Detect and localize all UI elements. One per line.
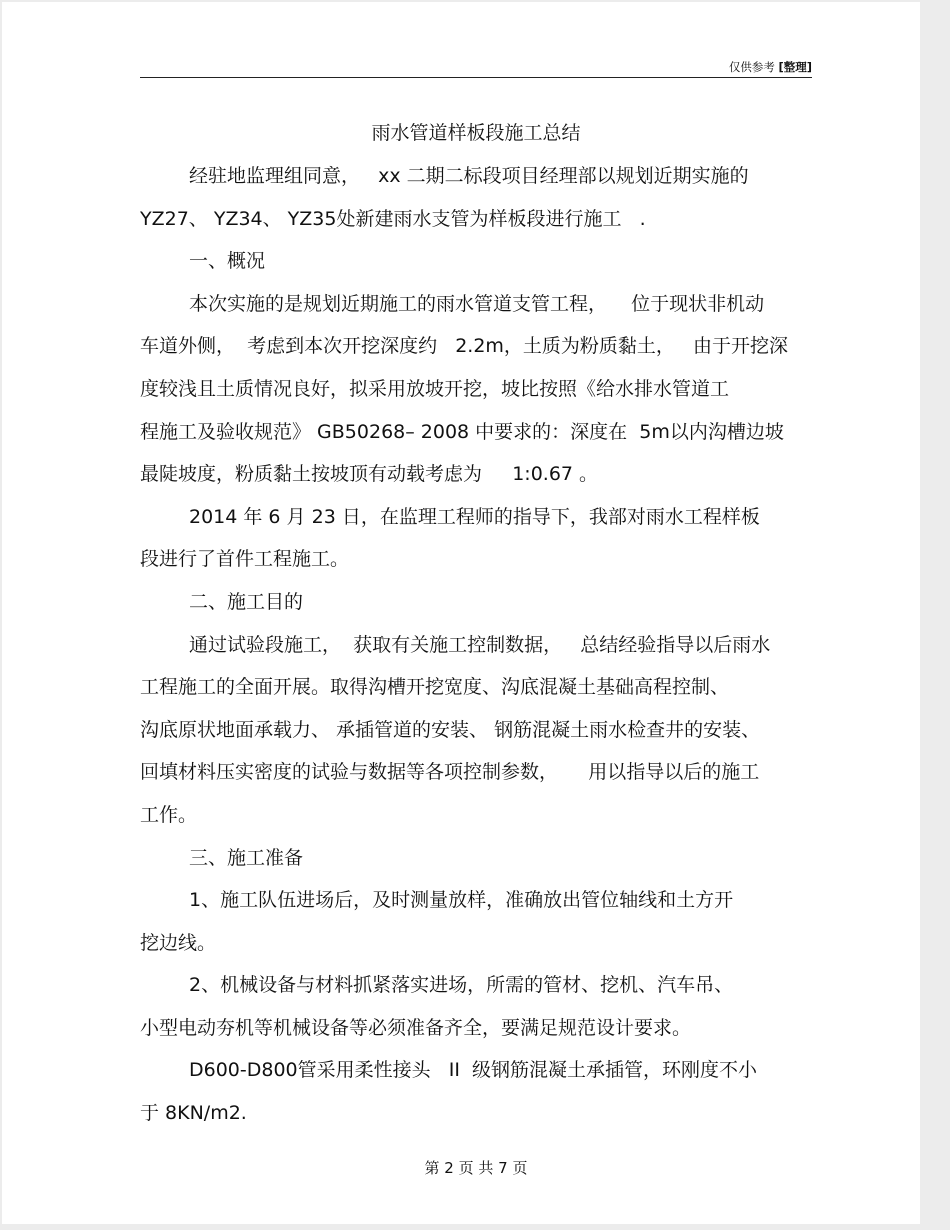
header-tag: [整理]: [778, 60, 812, 74]
text-line: 段进行了首件工程施工。: [140, 548, 350, 571]
document-title: 雨水管道样板段施工总结: [371, 122, 581, 144]
page-footer: 第 2 页 共 7 页: [424, 1159, 528, 1177]
text-line: 一、概况: [189, 250, 266, 273]
text-line: 度较浅且土质情况良好，拟采用放坡开挖，坡比按照《给水排水管道工: [140, 377, 730, 400]
text-line: 工程施工的全面开展。取得沟槽开挖宽度、沟底混凝土基础高程控制、: [140, 676, 730, 699]
text-line: 程施工及验收规范》 GB50268– 2008 中要求的：深度在 5m以内沟槽边坡: [140, 420, 784, 443]
text-line: 2、机械设备与材料抓紧落实进场，所需的管材、挖机、汽车吊、: [189, 974, 734, 997]
text-line: 工作。: [140, 803, 198, 826]
document-page: [2, 2, 920, 1224]
text-line: 经驻地监理组同意， xx 二期二标段项目经理部以规划近期实施的: [189, 165, 749, 187]
text-line: 回填材料压实密度的试验与数据等各项控制参数， 用以指导以后的施工: [140, 761, 760, 784]
document-body: [140, 155, 812, 1135]
text-line: 沟底原状地面承载力、 承插管道的安装、 钢筋混凝土雨水检查井的安装、: [140, 718, 761, 741]
header-rule: [140, 77, 812, 78]
page-header: [140, 59, 812, 75]
text-line: 本次实施的是规划近期施工的雨水管道支管工程， 位于现状非机动: [189, 292, 765, 315]
text-line: 小型电动夯机等机械设备等必须准备齐全，要满足规范设计要求。: [140, 1016, 692, 1039]
text-line: 车道外侧， 考虑到本次开挖深度约 2.2m，土质为粉质黏土， 由于开挖深: [140, 335, 789, 358]
text-line: D600-D800管采用柔性接头 II 级钢筋混凝土承插管，环刚度不小: [189, 1059, 758, 1082]
text-line: 最陡坡度，粉质黏土按坡顶有动载考虑为 1:0.67 。: [140, 463, 599, 486]
text-line: 三、施工准备: [189, 846, 304, 869]
text-line: 1、施工队伍进场后，及时测量放样，准确放出管位轴线和土方开: [189, 889, 734, 912]
header-note: 仅供参考: [728, 60, 775, 74]
text-line: YZ27、 YZ34、 YZ35处新建雨水支管为样板段进行施工 .: [140, 207, 646, 230]
text-line: 挖边线。: [140, 931, 217, 954]
text-line: 2014 年 6 月 23 日，在监理工程师的指导下，我部对雨水工程样板: [189, 505, 760, 528]
text-line: 通过试验段施工， 获取有关施工控制数据， 总结经验指导以后雨水: [189, 633, 771, 656]
text-line: 二、施工目的: [189, 590, 304, 613]
text-line: 于 8KN/m2.: [140, 1102, 247, 1125]
